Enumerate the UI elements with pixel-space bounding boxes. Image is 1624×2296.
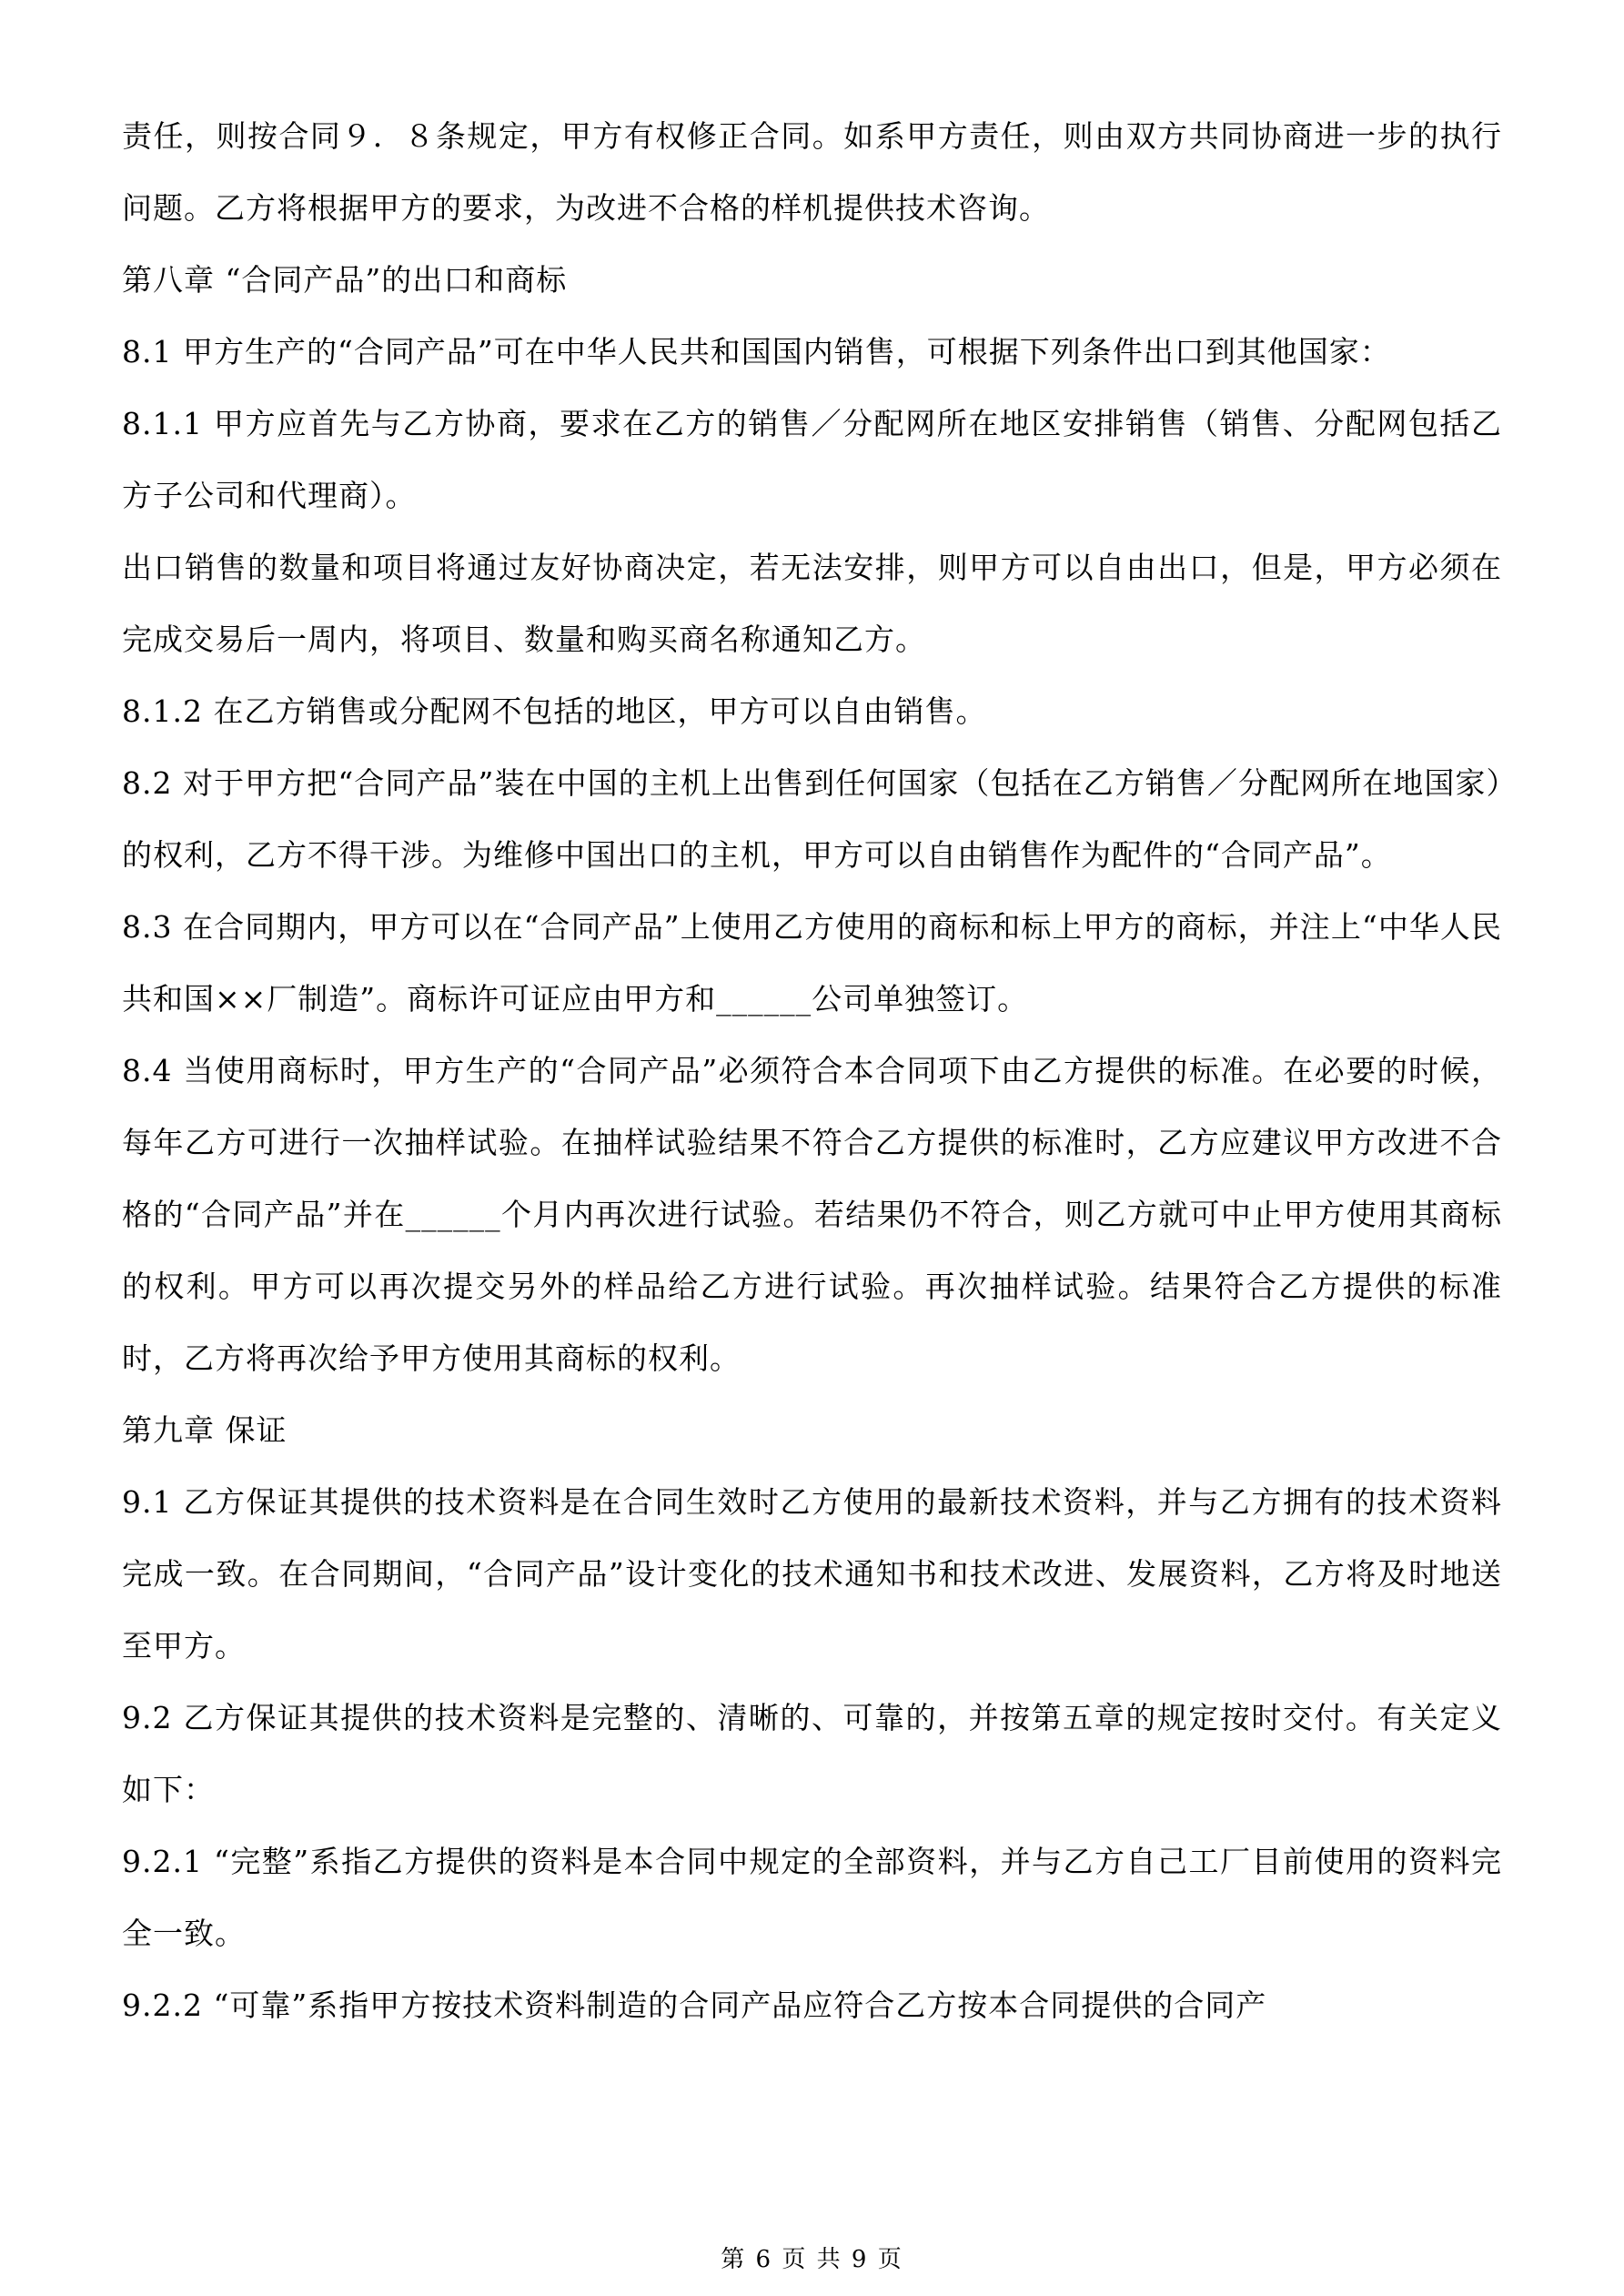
paragraph: 9.2.1 “完整”系指乙方提供的资料是本合同中规定的全部资料，并与乙方自己工厂目前使用的资料完全一致。 bbox=[122, 1844, 1502, 1951]
paragraph: 8.4 当使用商标时，甲方生产的“合同产品”必须符合本合同项下由乙方提供的标准。在必要的时候，每年乙方可进行一次抽样试验。在抽样试验结果不符合乙方提供的标准时，乙方应建议甲方改进不合格的“合同产品”并在______个月内再次进行试验。若结果仍不符合，则乙方就可中止甲方使用其商标的权利。甲方可以再次提交另外的样品给乙方进行试验。再次抽样试验。结果符合乙方提供的标准时，乙方将再次给予甲方使用其商标的权利。 bbox=[122, 1053, 1502, 1376]
paragraph: 9.1 乙方保证其提供的技术资料是在合同生效时乙方使用的最新技术资料，并与乙方拥有的技术资料完成一致。在合同期间，“合同产品”设计变化的技术通知书和技术改进、发展资料，乙方将及时地送至甲方。 bbox=[122, 1484, 1502, 1664]
paragraph: 8.3 在合同期内，甲方可以在“合同产品”上使用乙方使用的商标和标上甲方的商标，并注上“中华人民共和国××厂制造”。商标许可证应由甲方和______公司单独签订。 bbox=[122, 909, 1502, 1017]
paragraph: 8.1 甲方生产的“合同产品”可在中华人民共和国国内销售，可根据下列条件出口到其他国家： bbox=[122, 334, 1391, 369]
paragraph: 责任，则按合同９．８条规定，甲方有权修正合同。如系甲方责任，则由双方共同协商进一步的执行问题。乙方将根据甲方的要求，为改进不合格的样机提供技术咨询。 bbox=[122, 118, 1502, 226]
paragraph: 出口销售的数量和项目将通过友好协商决定，若无法安排，则甲方可以自由出口，但是，甲方必须在完成交易后一周内，将项目、数量和购买商名称通知乙方。 bbox=[122, 550, 1502, 657]
section-heading: 第九章 保证 bbox=[122, 1412, 287, 1448]
document-body bbox=[122, 100, 1502, 2041]
paragraph: 8.2 对于甲方把“合同产品”装在中国的主机上出售到任何国家（包括在乙方销售／分配网所在地国家）的权利，乙方不得干涉。为维修中国出口的主机，甲方可以自由销售作为配件的“合同产品”。 bbox=[122, 765, 1502, 873]
paragraph: 9.2 乙方保证其提供的技术资料是完整的、清晰的、可靠的，并按第五章的规定按时交付。有关定义如下： bbox=[122, 1700, 1502, 1807]
section-heading: 第八章 “合同产品”的出口和商标 bbox=[122, 262, 568, 298]
paragraph: 8.1.2 在乙方销售或分配网不包括的地区，甲方可以自由销售。 bbox=[122, 693, 987, 729]
page-number: 第 6 页 共 9 页 bbox=[721, 2246, 903, 2273]
paragraph: 8.1.1 甲方应首先与乙方协商，要求在乙方的销售／分配网所在地区安排销售（销售、分配网包括乙方子公司和代理商）。 bbox=[122, 406, 1502, 513]
paragraph: 9.2.2 “可靠”系指甲方按技术资料制造的合同产品应符合乙方按本合同提供的合同产 bbox=[122, 1988, 1267, 2023]
